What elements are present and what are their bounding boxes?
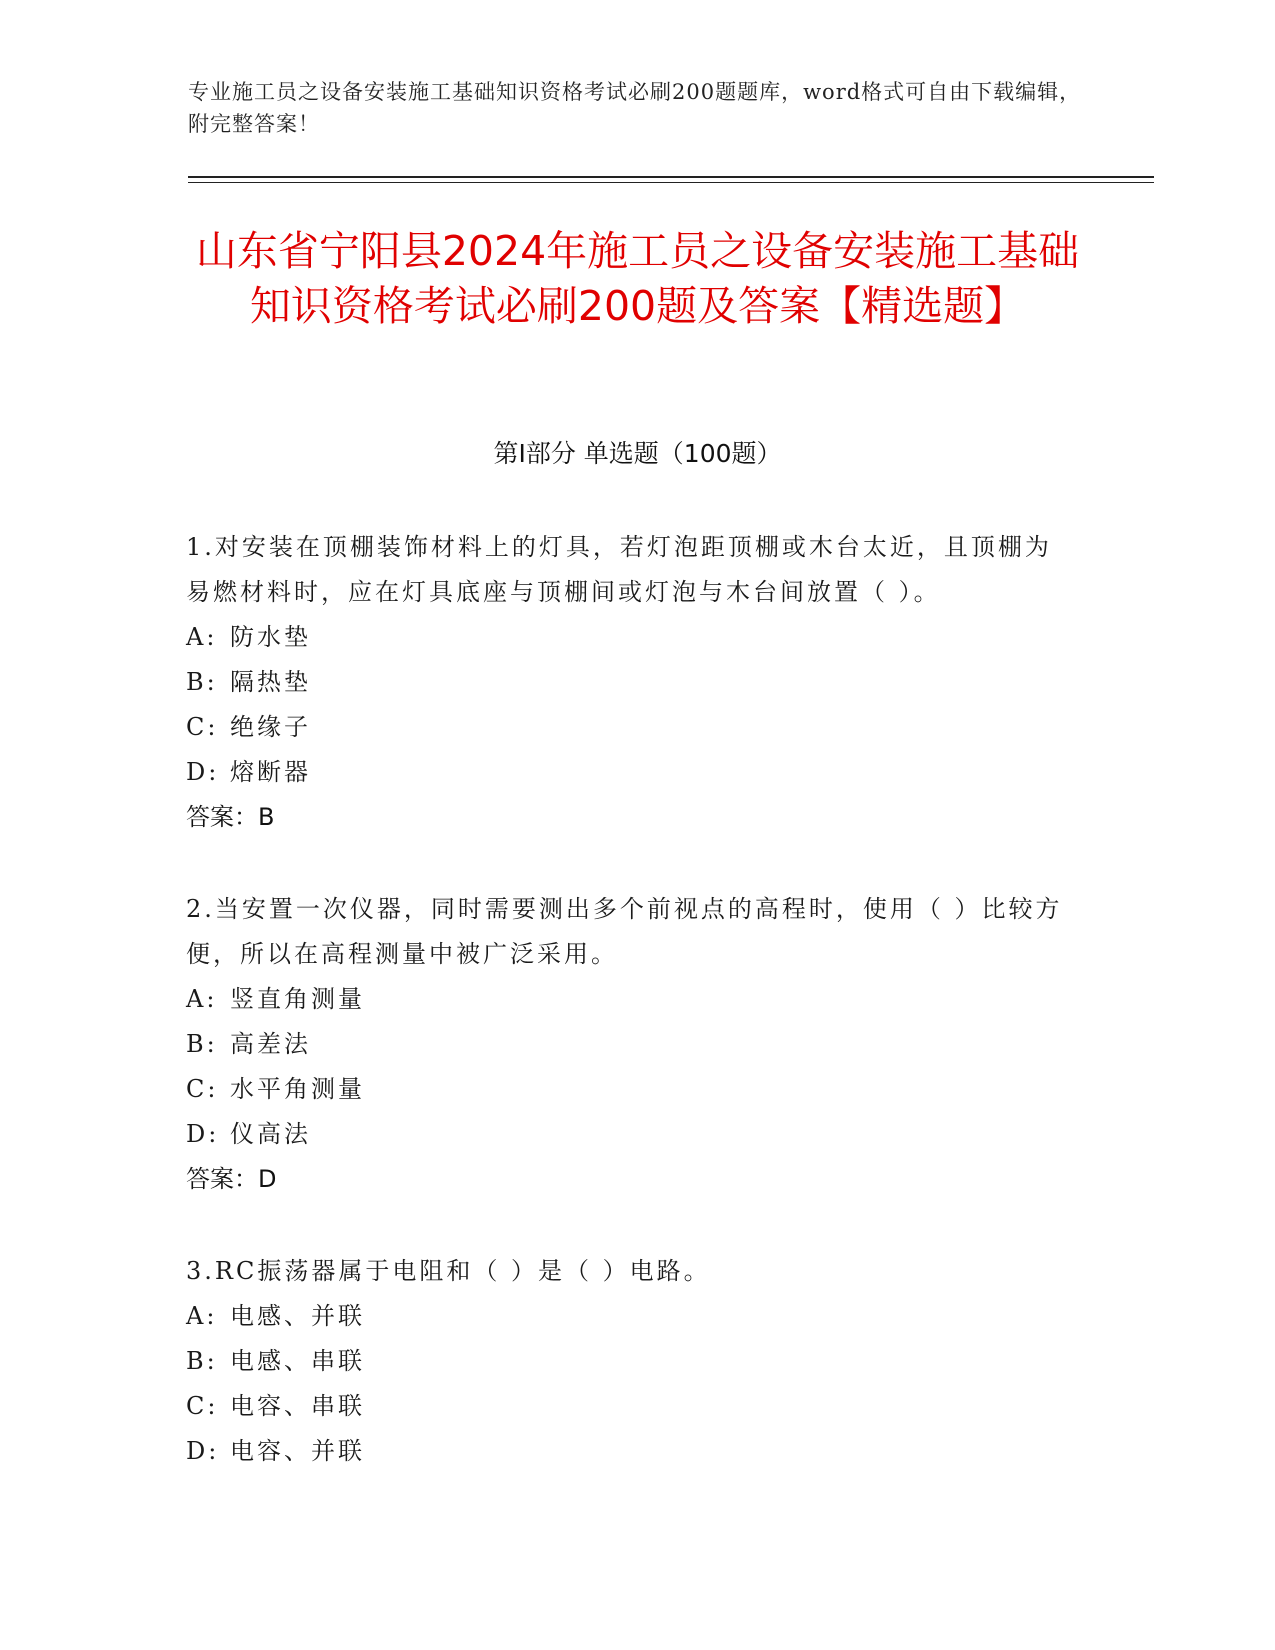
option-text: 防水垫 — [230, 623, 311, 651]
option-c — [186, 705, 1066, 750]
option-a — [186, 615, 1066, 660]
option-key: A: — [186, 985, 218, 1013]
option-text: 电容、并联 — [230, 1437, 365, 1465]
option-key: D: — [186, 758, 220, 786]
answer-line: 答案：B — [186, 803, 275, 831]
header-note: 专业施工员之设备安装施工基础知识资格考试必刷200题题库，word格式可自由下载编辑，附完整答案！ — [188, 80, 1082, 136]
option-text: 电容、串联 — [230, 1392, 365, 1420]
option-key: A: — [186, 1302, 218, 1330]
answer-line: 答案：D — [186, 1165, 277, 1193]
question-1 — [186, 525, 1066, 840]
option-key: B: — [186, 1347, 218, 1375]
option-text: 水平角测量 — [230, 1075, 365, 1103]
section-title: 第Ⅰ部分 单选题（100题） — [493, 439, 782, 468]
option-d — [186, 1429, 1066, 1474]
option-text: 仪高法 — [230, 1120, 311, 1148]
question-list — [186, 525, 1066, 1521]
question-text: 1.对安装在顶棚装饰材料上的灯具，若灯泡距顶棚或木台太近，且顶棚为易燃材料时，应在灯具底座与顶棚间或灯泡与木台间放置（ ）。 — [186, 533, 1052, 606]
option-d — [186, 1112, 1066, 1157]
option-key: B: — [186, 668, 218, 696]
option-key: A: — [186, 623, 218, 651]
option-d — [186, 750, 1066, 795]
option-b — [186, 1022, 1066, 1067]
option-key: C: — [186, 713, 219, 741]
option-text: 电感、并联 — [230, 1302, 365, 1330]
option-key: C: — [186, 1392, 219, 1420]
option-text: 熔断器 — [230, 758, 311, 786]
option-c — [186, 1067, 1066, 1112]
question-3 — [186, 1249, 1066, 1474]
option-key: B: — [186, 1030, 218, 1058]
question-2 — [186, 887, 1066, 1202]
option-key: D: — [186, 1437, 220, 1465]
option-text: 绝缘子 — [230, 713, 311, 741]
question-text: 3.RC振荡器属于电阻和（ ）是（ ）电路。 — [186, 1257, 711, 1285]
option-text: 竖直角测量 — [230, 985, 365, 1013]
option-text: 电感、串联 — [230, 1347, 365, 1375]
option-a — [186, 1294, 1066, 1339]
option-a — [186, 977, 1066, 1022]
option-text: 高差法 — [230, 1030, 311, 1058]
header-divider-thin — [188, 182, 1154, 183]
header-divider-thick — [188, 176, 1154, 178]
question-text: 2.当安置一次仪器，同时需要测出多个前视点的高程时，使用（ ）比较方便，所以在高程测量中被广泛采用。 — [186, 895, 1063, 968]
option-c — [186, 1384, 1066, 1429]
option-b — [186, 660, 1066, 705]
document-title: 山东省宁阳县2024年施工员之设备安装施工基础知识资格考试必刷200题及答案【精选题】 — [195, 227, 1080, 330]
option-key: C: — [186, 1075, 219, 1103]
option-text: 隔热垫 — [230, 668, 311, 696]
option-key: D: — [186, 1120, 220, 1148]
option-b — [186, 1339, 1066, 1384]
